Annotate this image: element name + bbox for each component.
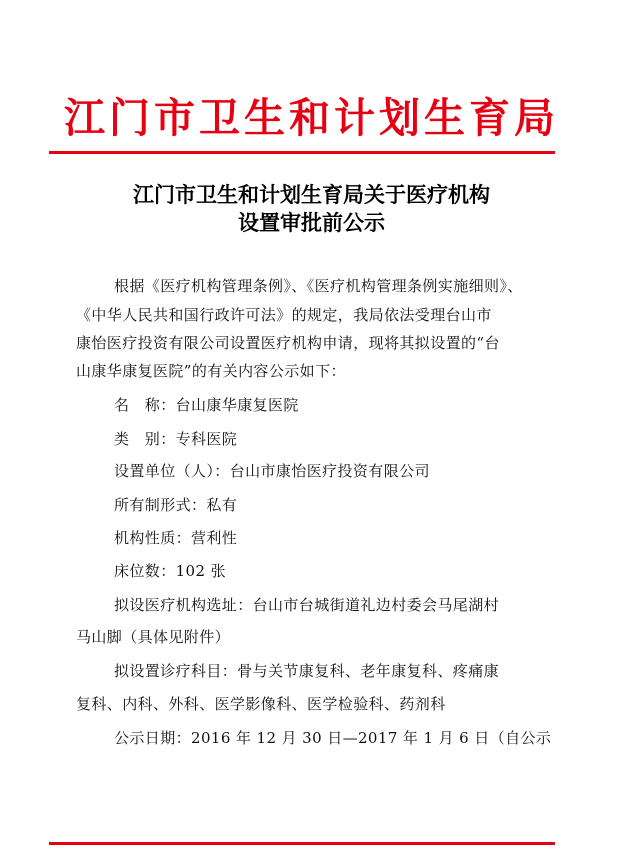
field-establishing-unit: 设置单位（人）：台山市康怡医疗投资有限公司 [114,462,430,480]
letterhead-red-rule [49,151,555,154]
field-name: 名 称：台山康华康复医院 [114,396,299,414]
footer-red-rule [49,842,555,845]
address-line-1: 拟设医疗机构选址：台山市台城街道礼边村委会马尾湖村 [114,596,500,614]
intro-line-4: 山康华康复医院”的有关内容公示如下： [76,362,346,380]
field-nature: 机构性质：营利性 [114,529,238,547]
field-category: 类 别：专科医院 [114,430,238,448]
document-title-line-2: 设置审批前公示 [238,210,385,235]
departments-line-1: 拟设置诊疗科目：骨与关节康复科、老年康复科、疼痛康 [114,662,500,680]
address-line-2: 马山脚（具体见附件） [76,628,231,646]
agency-letterhead-title: 江门市卫生和计划生育局 [64,94,559,142]
intro-line-1: 根据《医疗机构管理条例》、《医疗机构管理条例实施细则》、 [114,277,523,295]
publicity-date-line: 公示日期：2016 年 12 月 30 日—2017 年 1 月 6 日（自公示 [114,729,552,747]
document-title-line-1: 江门市卫生和计划生育局关于医疗机构 [133,182,490,207]
field-ownership: 所有制形式：私有 [114,496,238,514]
field-bed-count: 床位数：102 张 [114,562,226,580]
intro-line-3: 康怡医疗投资有限公司设置医疗机构申请，现将其拟设置的“台 [76,334,500,352]
document-title [0,181,623,237]
intro-line-2: 《中华人民共和国行政许可法》的规定，我局依法受理台山市 [76,306,492,324]
departments-line-2: 复科、内科、外科、医学影像科、医学检验科、药剂科 [76,695,446,713]
